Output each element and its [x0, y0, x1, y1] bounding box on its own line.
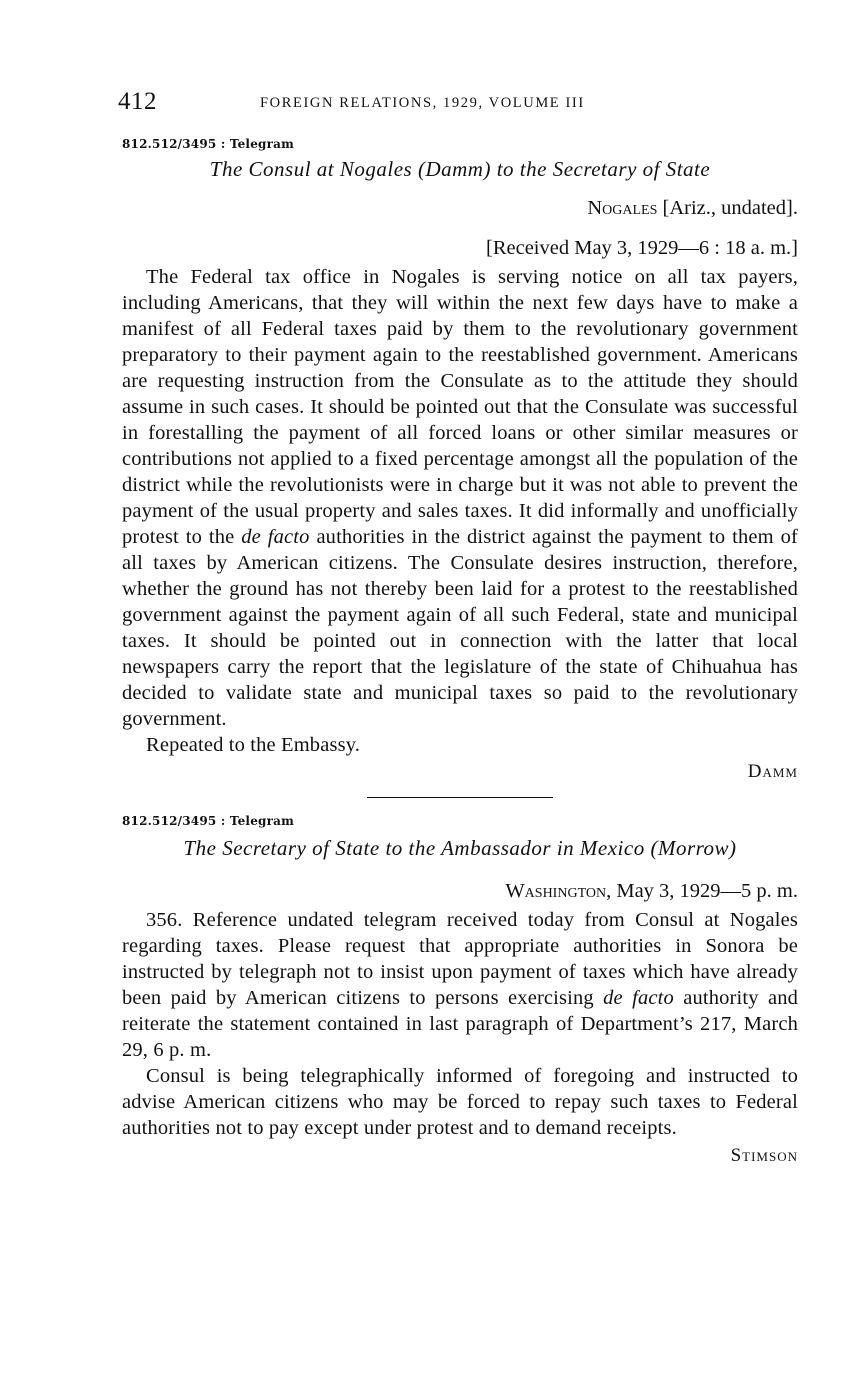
dateline-place: Nogales — [587, 197, 658, 219]
body-paragraph: Consul is being telegraphically informed of foregoing and instructed to advise American citizens who may be forced to repay such taxes to Federal authorities not to pay except under protest and to demand receipts. — [122, 1065, 798, 1139]
heading-name: Morrow — [657, 836, 730, 860]
running-title: FOREIGN RELATIONS, 1929, VOLUME III — [260, 95, 585, 111]
telegram-secretary-to-ambassador — [122, 814, 798, 1167]
signature: Damm — [747, 761, 798, 782]
document-page — [118, 88, 798, 1167]
received-line: [Received May 3, 1929—6 : 18 a. m.] — [486, 237, 798, 259]
heading-name: Damm — [425, 157, 484, 181]
dateline: Nogales [Ariz., undated]. — [587, 197, 798, 219]
document-heading: The Secretary of State to the Ambassador in Mexico (Morrow) — [183, 836, 737, 860]
dateline: Washington, May 3, 1929—5 p. m. — [505, 880, 798, 902]
emphasis-de-facto: de facto — [603, 987, 674, 1009]
telegram-consul-to-secretary — [122, 137, 798, 783]
section-divider — [367, 797, 553, 798]
signature: Stimson — [730, 1145, 798, 1166]
emphasis-de-facto: de facto — [241, 526, 310, 548]
body-paragraph: 356. Reference undated telegram received today from Consul at Nogales regarding taxes. Please request that appropriate authorities in Sonora be instructed by telegraph not to insist upon payment of taxes which have already been paid by American citizens to persons exercising de facto authority and reiterate the statement contained in last paragraph of Department’s 217, March 29, 6 p. m. — [122, 909, 798, 1061]
body-paragraph: The Federal tax office in Nogales is serving notice on all tax payers, including Americans, that they will within the next few days have to make a manifest of all Federal taxes paid by them to the revolutionary government preparatory to their payment again to the reestablished government. Americans are requesting instruction from the Consulate as to the attitude they should assume in such cases. It should be pointed out that the Consulate was successful in forestalling the payment of all forced loans or other similar measures or contributions not applied to a fixed percentage amongst all the population of the district while the revolutionists were in charge but it was not able to prevent the payment of the usual property and sales taxes. It did informally and unofficially protest to the de facto authorities in the district against the payment to them of all taxes by American citizens. The Consulate desires instruction, therefore, whether the ground has not thereby been laid for a protest to the reestablished government against the payment again of all such Federal, state and municipal taxes. It should be pointed out in connection with the latter that local newspapers carry the report that the legislature of the state of Chihuahua has decided to validate state and municipal taxes so paid to the revolutionary government. — [122, 266, 798, 730]
file-reference: 812.512/3495 : Telegram — [122, 137, 295, 151]
document-heading: The Consul at Nogales (Damm) to the Secretary of State — [209, 157, 711, 181]
page-number: 412 — [118, 88, 157, 115]
running-head — [118, 88, 798, 122]
body-paragraph: Repeated to the Embassy. — [146, 734, 361, 756]
file-reference: 812.512/3495 : Telegram — [122, 814, 295, 828]
dateline-place: Washington — [505, 880, 607, 902]
